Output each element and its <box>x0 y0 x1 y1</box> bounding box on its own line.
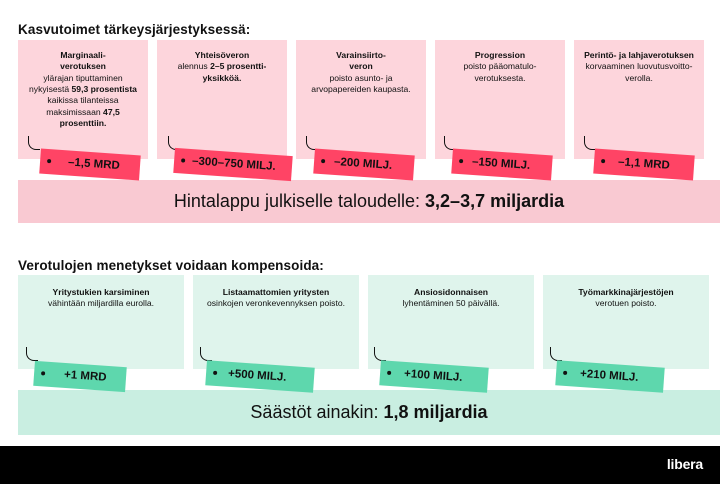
savings-tag: +210 MILJ. <box>555 360 664 392</box>
card-unlisted-companies <box>193 275 359 369</box>
savings-tag: +100 MILJ. <box>379 360 488 392</box>
price-tag: –1,1 MRD <box>593 149 695 181</box>
card-body: ylärajan tiputtaminen nykyisestä 59,3 prosentista kaikissa tilanteissa maksimissaan 47,5 prosenttiin. <box>29 72 137 129</box>
card-head: Varainsiirto- veron <box>336 50 386 72</box>
card-body: osinkojen veronkevennyksen poisto. <box>206 298 346 309</box>
price-tag: –300–750 MILJ. <box>173 148 292 181</box>
card-head: Listaamattomien yritysten <box>222 287 330 297</box>
savings-total: Säästöt ainakin: 1,8 miljardia <box>250 402 488 422</box>
price-tag: –150 MILJ. <box>451 149 553 181</box>
card-body: alennus 2–5 prosentti- yksikköä. <box>177 61 267 83</box>
tag-string-icon <box>550 347 562 361</box>
cost-total: Hintalappu julkiselle taloudelle: 3,2–3,7 miljardia <box>173 191 565 211</box>
card-body: verotuen poisto. <box>595 298 657 309</box>
tag-string-icon <box>28 136 40 150</box>
savings-tag: +500 MILJ. <box>205 360 314 392</box>
tag-string-icon <box>200 347 212 361</box>
card-unemployment-benefit <box>368 275 534 369</box>
libera-logo: libera <box>666 456 703 472</box>
card-head: Progression <box>474 50 526 60</box>
footer-bar <box>0 446 720 484</box>
price-tag: –200 MILJ. <box>313 149 415 181</box>
tag-string-icon <box>374 347 386 361</box>
card-body: korvaaminen luovutusvoitto- verolla. <box>585 61 693 83</box>
card-head: Marginaali- verotuksen <box>60 50 106 72</box>
price-tag: –1,5 MRD <box>39 149 141 181</box>
card-body: vähintään miljardilla eurolla. <box>47 298 155 309</box>
card-head: Ansiosidonnaisen <box>413 287 488 297</box>
card-head: Yritystukien karsiminen <box>52 287 150 297</box>
savings-tag: +1 MRD <box>33 361 127 392</box>
compensation-measures <box>18 275 720 435</box>
section-title-compensation: Verotulojen menetykset voidaan kompensoida: <box>18 258 324 273</box>
card-body: poisto asunto- ja arvopapereiden kaupasta. <box>311 72 411 95</box>
growth-measures <box>18 40 720 223</box>
card-head: Perintö- ja lahjaverotuksen <box>584 50 694 60</box>
section-title-growth: Kasvutoimet tärkeysjärjestyksessä: <box>18 22 251 37</box>
card-business-subsidies <box>18 275 184 369</box>
card-body: lyhentäminen 50 päivällä. <box>402 298 500 309</box>
card-labour-organisations <box>543 275 709 369</box>
card-head: Yhteisöveron <box>194 50 250 60</box>
card-head: Työmarkkinajärjestöjen <box>578 287 674 297</box>
card-body: poisto pääomatulo- verotuksesta. <box>463 61 537 83</box>
tag-string-icon <box>26 347 38 361</box>
